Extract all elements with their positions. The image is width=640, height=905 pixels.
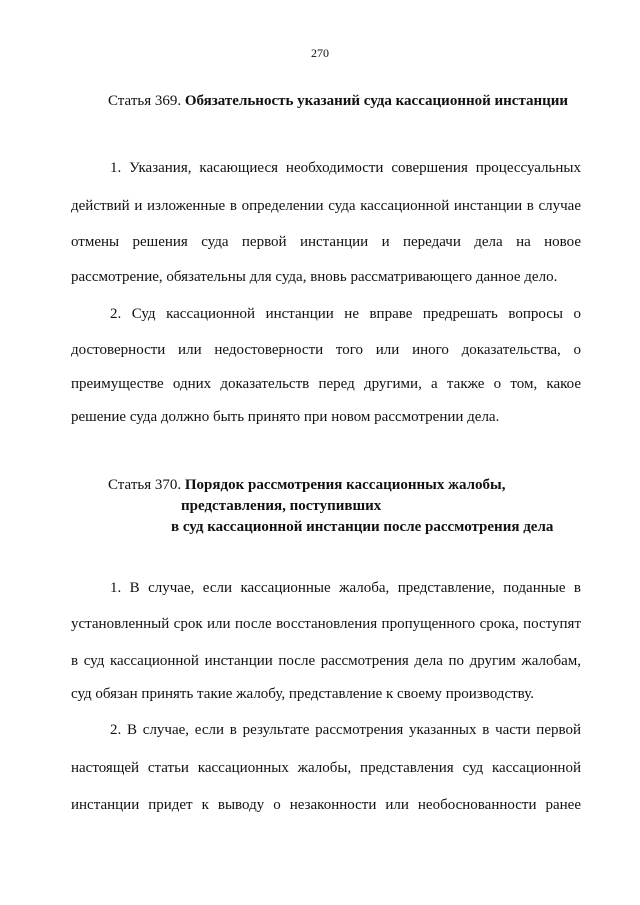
article-369-para2-line2: достоверности или недостоверности того или иного доказательства, о: [71, 342, 581, 358]
article-370-para1-line3: в суд кассационной инстанции после рассмотрения дела по другим жалобам,: [71, 653, 581, 669]
article-370-para1-line1: 1. В случае, если кассационные жалоба, представление, поданные в: [110, 580, 581, 596]
article-369-label: Статья 369.: [108, 93, 182, 109]
article-369-para1-line4: рассмотрение, обязательны для суда, вновь рассматривающего данное дело.: [71, 269, 558, 285]
article-370-para2-line1: 2. В случае, если в результате рассмотрения указанных в части первой: [110, 722, 581, 738]
article-370-para2-line2: настоящей статьи кассационных жалобы, представления суд кассационной: [71, 760, 581, 776]
article-370-label: Статья 370.: [108, 477, 182, 493]
article-369-para2-line1: 2. Суд кассационной инстанции не вправе предрешать вопросы о: [110, 306, 581, 322]
article-369-para1-line3: отмены решения суда первой инстанции и передачи дела на новое: [71, 234, 581, 250]
article-369-para2-line4: решение суда должно быть принято при новом рассмотрении дела.: [71, 409, 500, 425]
page-number: 270: [311, 46, 329, 60]
article-370-heading: [108, 475, 553, 538]
article-369-para2-line3: преимуществе одних доказательств перед другими, а также о том, какое: [71, 376, 581, 392]
article-370-title-line1: Порядок рассмотрения кассационных жалобы,: [184, 477, 506, 493]
article-369-para1-line2: действий и изложенные в определении суда кассационной инстанции в случае: [71, 198, 581, 214]
article-370-title-line2: представления, поступивших: [181, 498, 382, 514]
article-370-para1-line4: суд обязан принять такие жалобу, представление к своему производству.: [71, 686, 534, 702]
article-369-title: Обязательность указаний суда кассационной инстанции: [184, 93, 569, 109]
article-369-para1-line1: 1. Указания, касающиеся необходимости совершения процессуальных: [110, 160, 581, 176]
article-370-title-line3: в суд кассационной инстанции после рассмотрения дела: [171, 519, 554, 535]
article-370-para2-line3: инстанции придет к выводу о незаконности или необоснованности ранее: [71, 797, 581, 813]
article-369-heading: [108, 90, 568, 112]
article-370-para1-line2: установленный срок или после восстановления пропущенного срока, поступят: [71, 616, 581, 632]
